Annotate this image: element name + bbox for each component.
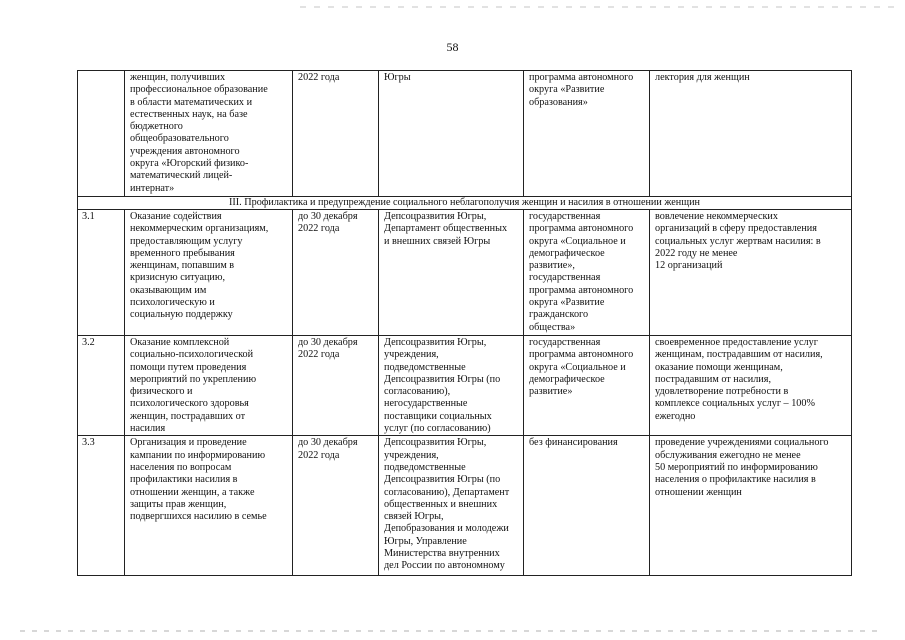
scan-artifact-bottom <box>20 630 880 632</box>
event-cell: Организация и проведение кампании по информированию населения по вопросам профилактики насилия в отношении женщин, а также защиты прав женщин, подвергшихся насилию в семье <box>125 436 293 576</box>
deadline-cell: до 30 декабря 2022 года <box>293 210 379 336</box>
event-cell: Оказание комплексной социально-психологической помощи путем проведения мероприятий по укреплению физического и психологического здоровья женщин, пострадавших от насилия <box>125 336 293 436</box>
result-cell: своевременное предоставление услуг женщинам, пострадавшим от насилия, оказание помощи женщинам, пострадавшим от насилия, удовлетворение потребности в комплексе социальных услуг – 100% ежегодно <box>650 336 852 436</box>
table-row <box>78 336 852 436</box>
row-number: 3.3 <box>78 436 125 576</box>
section-header: III. Профилактика и предупреждение социального неблагополучия женщин и насилия в отношении женщин <box>78 197 852 210</box>
funding-source-cell: программа автономного округа «Развитие образования» <box>524 71 650 197</box>
funding-source-cell: государственная программа автономного округа «Социальное и демографическое развитие», государственная программа автономного округа «Развитие гражданского общества» <box>524 210 650 336</box>
row-number: 3.1 <box>78 210 125 336</box>
table-row <box>78 210 852 336</box>
executors-cell: Депсоцразвития Югры, учреждения, подведомственные Депсоцразвития Югры (по согласованию), Департамент общественных и внешних связей Югры, Депобразования и молодежи Югры, Управление Министерства внутренних дел России по автономному <box>379 436 524 576</box>
scan-artifact-top <box>300 6 900 8</box>
table-row <box>78 436 852 576</box>
deadline-cell: до 30 декабря 2022 года <box>293 336 379 436</box>
table-row-continuation <box>78 71 852 197</box>
row-number: 3.2 <box>78 336 125 436</box>
section-header-row <box>78 197 852 210</box>
funding-source-cell: без финансирования <box>524 436 650 576</box>
result-cell: проведение учреждениями социального обслуживания ежегодно не менее 50 мероприятий по информированию населения о профилактике насилия в отношении женщин <box>650 436 852 576</box>
executors-cell: Депсоцразвития Югры, учреждения, подведомственные Депсоцразвития Югры (по согласованию), негосударственные поставщики социальных услуг (по согласованию) <box>379 336 524 436</box>
result-cell: вовлечение некоммерческих организаций в сферу предоставления социальных услуг жертвам насилия: в 2022 году не менее 12 организаций <box>650 210 852 336</box>
deadline-cell: 2022 года <box>293 71 379 197</box>
row-number <box>78 71 125 197</box>
page-number: 58 <box>446 40 459 54</box>
event-cell: Оказание содействия некоммерческим организациям, предоставляющим услугу временного пребывания женщинам, попавшим в кризисную ситуацию, оказывающим им психологическую и социальную поддержку <box>125 210 293 336</box>
executors-cell: Югры <box>379 71 524 197</box>
measures-table <box>77 70 852 576</box>
deadline-cell: до 30 декабря 2022 года <box>293 436 379 576</box>
funding-source-cell: государственная программа автономного округа «Социальное и демографическое развитие» <box>524 336 650 436</box>
result-cell: лектория для женщин <box>650 71 852 197</box>
executors-cell: Депсоцразвития Югры, Департамент общественных и внешних связей Югры <box>379 210 524 336</box>
event-cell: женщин, получивших профессиональное образование в области математических и естественных наук, на базе бюджетного общеобразовательного учреждения автономного округа «Югорский физико- математический лицей- интернат» <box>125 71 293 197</box>
